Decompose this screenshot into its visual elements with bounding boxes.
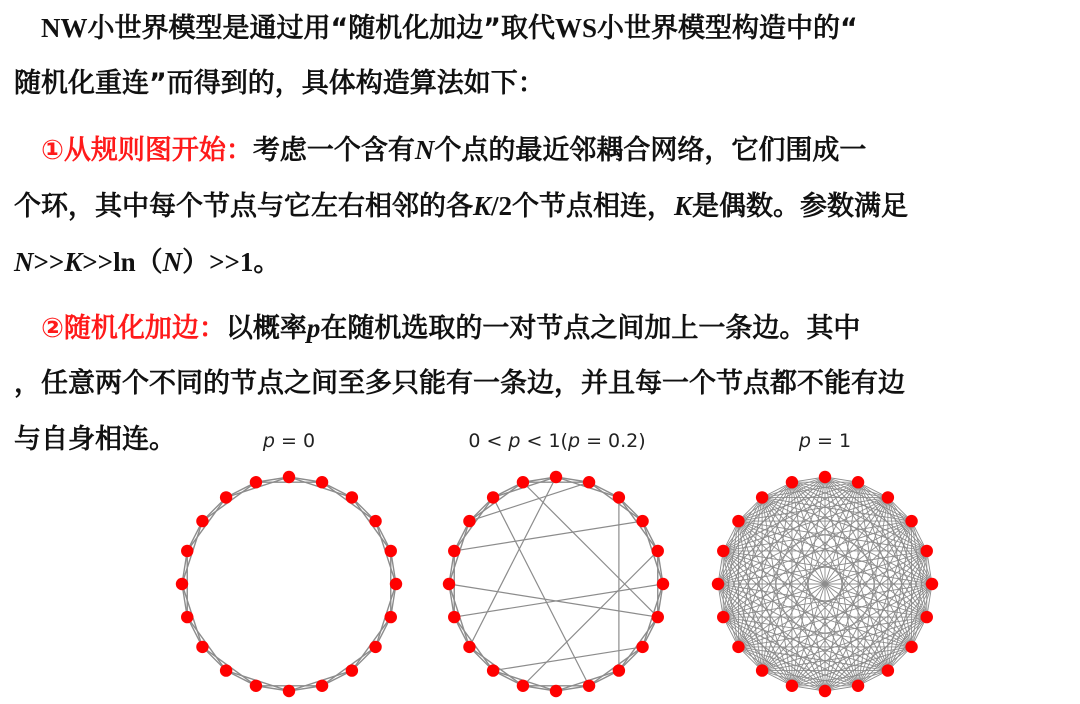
graph-edge [718,482,792,584]
graph-node [921,611,933,623]
graph-edge [454,584,663,617]
graph-node [487,664,499,676]
graph-node [819,685,831,697]
graph-node [283,471,295,483]
graph-node [657,578,669,590]
caption-p02-var2: p [567,430,581,452]
graph-node [712,578,724,590]
graph-node [852,680,864,692]
graph-node [176,578,188,590]
graph-node [181,611,193,623]
graph-node [369,515,381,527]
graph-node [905,641,917,653]
graph-node [717,545,729,557]
graph-node [283,685,295,697]
graph-edge [523,551,658,686]
graph-node [196,515,208,527]
nw-label: NW [41,13,88,43]
graph-node [756,491,768,503]
graph-node [250,680,262,692]
caption-p02-var: p [508,430,521,452]
graph-node [550,685,562,697]
graph-node [517,476,529,488]
graph-node [652,545,664,557]
graph-node [717,611,729,623]
caption-p02-value: = 0.2) [580,430,646,452]
graph-node [636,515,648,527]
graph-node [732,641,744,653]
formula-period: 。 [253,247,281,278]
para3-text-1: 以概率 [225,313,307,344]
graph-node [448,545,460,557]
graph-node [613,491,625,503]
graph-node [463,515,475,527]
graph-node [196,641,208,653]
graph-node [443,578,455,590]
caption-p02-mid: < 1( [520,430,568,452]
graph-node [882,664,894,676]
graph-node [852,476,864,488]
graph-edge [762,497,825,691]
graph-node [517,680,529,692]
step-1-heading: 从规则图开始： [63,135,253,166]
formula-n: N [14,247,34,277]
graph-node [819,471,831,483]
graph-regular-ring [176,471,402,697]
graph-node [786,476,798,488]
graph-node [390,578,402,590]
para1-text-b: 小世界模型构造中的“ [597,13,858,44]
graph-edge [449,584,658,617]
para2-text-3: 个环，其中每个节点与它左右相邻的各 [14,191,473,222]
graph-node [905,515,917,527]
var-n: N [414,135,435,165]
para2-text-1: 考虑一个含有 [252,135,415,166]
formula-ln: >>ln [82,247,136,277]
graph-node [652,611,664,623]
caption-p1-value: = 1 [810,430,852,452]
graph-node [613,664,625,676]
graph-node [463,641,475,653]
graph-node [385,611,397,623]
caption-p02-prefix: 0 < [468,430,509,452]
graph-node [921,545,933,557]
para3-line2: ，任意两个不同的节点之间至多只能有一条边，并且每一个节点都不能有边 [14,368,905,399]
graph-node [926,578,938,590]
formula-gt-1: >> [33,247,65,277]
caption-p0-value: = 0 [274,430,316,452]
graph-node [636,641,648,653]
formula-n-2: N [162,247,183,277]
ws-label: WS [555,13,598,43]
para2-text-6: 是偶数。参数满足 [692,191,909,222]
graph-node [346,491,358,503]
graph-node [756,664,768,676]
graph-node [346,664,358,676]
var-k: K [473,191,492,221]
para1-line2: 随机化重连”而得到的，具体构造算法如下： [14,68,545,99]
graph-edge [454,521,642,551]
formula-gt-2: >>1 [209,247,254,277]
step-2-number: ② [41,313,64,344]
graph-node [583,680,595,692]
para3-line3: 与自身相连。 [14,424,176,455]
graph-node [487,491,499,503]
graph-node [316,476,328,488]
graph-node [583,476,595,488]
step-1-number: ① [41,135,64,166]
para1-text-a: 小世界模型是通过用“随机化加边”取代 [87,13,555,44]
graph-random-added-edges [443,471,669,697]
graph-node [448,611,460,623]
graph-node [220,664,232,676]
step-2-heading: 随机化加边： [63,313,226,344]
graph-node [882,491,894,503]
graph-node [220,491,232,503]
para2-text-2: 个点的最近邻耦合网络，它们围成一 [434,135,867,166]
caption-p1-var: p [798,430,811,452]
formula-rparen: ） [182,247,210,278]
graph-complete [712,471,938,697]
graph-node [385,545,397,557]
para3-text-2: 在随机选取的一对节点之间加上一条边。其中 [320,313,861,344]
para2-text-5: 个节点相连， [512,191,675,222]
graph-node [369,641,381,653]
graph-node [250,476,262,488]
formula-lparen: （ [135,247,163,278]
graph-node [550,471,562,483]
graph-node [181,545,193,557]
var-p: p [306,313,321,343]
para2-half: /2 [491,191,513,221]
formula-k: K [64,247,83,277]
caption-p0-var: p [262,430,275,452]
graph-node [732,515,744,527]
graph-node [786,680,798,692]
var-k-2: K [674,191,693,221]
graph-node [316,680,328,692]
